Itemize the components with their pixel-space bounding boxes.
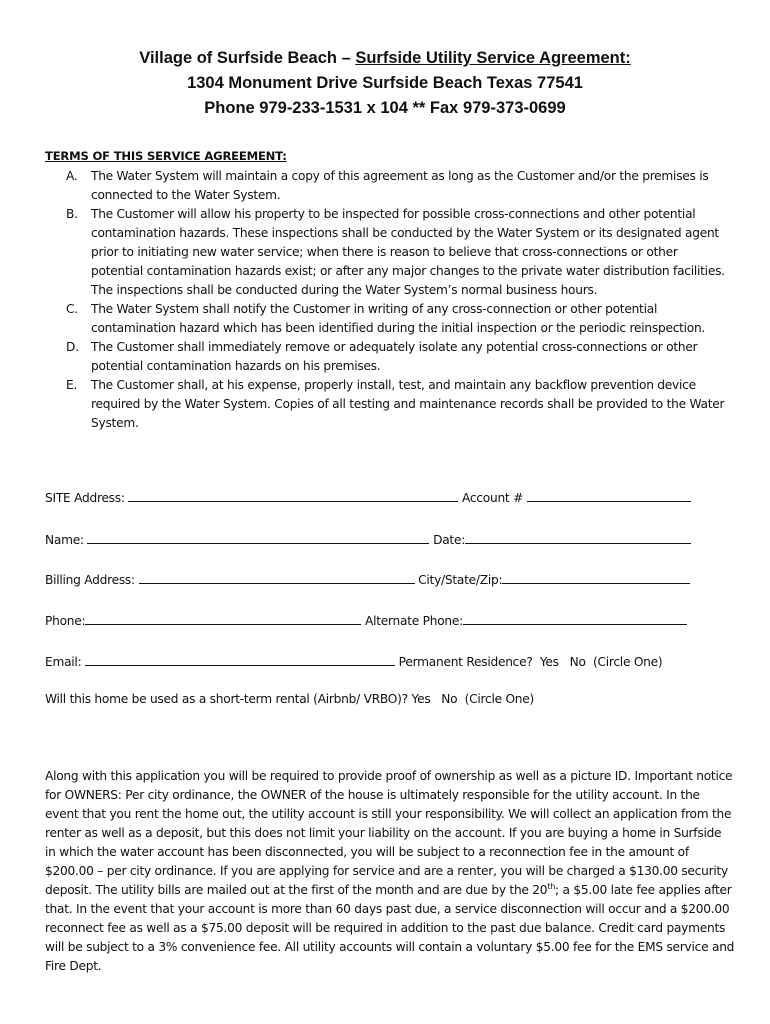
- header-agreement-title: Surfside Utility Service Agreement:: [355, 49, 631, 67]
- terms-item-letter: D.: [66, 340, 79, 354]
- terms-item-text: The Customer shall, at his expense, properly install, test, and maintain any backflow prevention device required by the Water System. Copies of all testing and maintenance records shall be provided to the Water System.: [91, 378, 725, 430]
- document-header: [0, 46, 770, 121]
- terms-item: [66, 338, 726, 376]
- email-field[interactable]: [85, 652, 395, 666]
- name-field[interactable]: [87, 530, 429, 544]
- short-term-rental-question[interactable]: Will this home be used as a short-term rental (Airbnb/ VRBO)? Yes No (Circle One): [45, 692, 535, 706]
- owner-notice-paragraph: [45, 767, 735, 976]
- notice-superscript: th: [547, 881, 556, 891]
- permanent-residence-question[interactable]: Permanent Residence? Yes No (Circle One): [398, 655, 663, 669]
- header-line-1: [0, 46, 770, 71]
- email-row: [45, 652, 725, 672]
- account-number-field[interactable]: [527, 488, 691, 502]
- short-term-rental-row: [45, 689, 725, 709]
- date-label: Date:: [433, 533, 466, 547]
- terms-item: [66, 167, 726, 205]
- terms-item-letter: E.: [66, 378, 78, 392]
- header-address: 1304 Monument Drive Surfside Beach Texas 77541: [187, 74, 583, 92]
- phone-label: Phone:: [45, 614, 86, 628]
- header-phone-fax: Phone 979-233-1531 x 104 ** Fax 979-373-0699: [204, 99, 566, 117]
- terms-item-letter: A.: [66, 169, 78, 183]
- terms-item-text: The Customer shall immediately remove or adequately isolate any potential cross-connections or other potential contamination hazards on his premises.: [91, 340, 698, 373]
- terms-heading: TERMS OF THIS SERVICE AGREEMENT:: [45, 149, 287, 163]
- notice-text-part-1: Along with this application you will be required to provide proof of ownership as well as a picture ID. Important notice for OWNERS: Per city ordinance, the OWNER of the house is ultimately responsible for the utility account. In the event that you rent the home out, the utility account is still your responsibility. We will collect an application from the renter as well as a deposit, but this does not limit your liability on the account. If you are buying a home in Surfside in which the water account has been disconnected, you will be subject to a reconnection fee in the amount of $200.00 – per city ordinance. If you are applying for service and are a renter, you will be charged a $130.00 security deposit. The utility bills are mailed out at the first of the month and are due by the 20: [45, 769, 733, 897]
- date-field[interactable]: [465, 530, 691, 544]
- billing-address-row: [45, 570, 725, 590]
- terms-item: [66, 205, 726, 300]
- alternate-phone-label: Alternate Phone:: [364, 614, 463, 628]
- notice-text-part-2: ; a $5.00 late fee applies after that. In the event that your account is more than 60 days past due, a service disconnection will occur and a $200.00 reconnect fee as well as a $75.00 deposit will be required in addition to the past due balance. Credit card payments will be subject to a 3% convenience fee. All utility accounts will contain a voluntary $5.00 fee for the EMS service and Fire Dept.: [45, 883, 735, 973]
- billing-address-label: Billing Address:: [45, 573, 135, 587]
- site-address-field[interactable]: [128, 488, 458, 502]
- terms-item-text: The Water System shall notify the Customer in writing of any cross-connection or other potential contamination hazard which has been identified during the initial inspection or the periodic reinspection.: [91, 302, 706, 335]
- alternate-phone-field[interactable]: [463, 611, 687, 625]
- terms-item-text: The Customer will allow his property to be inspected for possible cross-connections and other potential contamination hazards. These inspections shall be conducted by the Water System or its designated agent prior to initiating new water service; when there is reason to believe that cross-connections or other potential contamination hazards exist; or after any major changes to the private water distribution facilities. The inspections shall be conducted during the Water System’s normal business hours.: [91, 207, 725, 297]
- account-label: Account #: [462, 491, 524, 505]
- header-village-name: Village of Surfside Beach –: [139, 49, 356, 67]
- terms-list: [66, 167, 726, 433]
- city-state-zip-label: City/State/Zip:: [418, 573, 503, 587]
- email-label: Email:: [45, 655, 82, 669]
- terms-item-letter: C.: [66, 302, 78, 316]
- billing-address-field[interactable]: [139, 570, 415, 584]
- name-label: Name:: [45, 533, 84, 547]
- city-state-zip-field[interactable]: [502, 570, 690, 584]
- phone-row: [45, 611, 725, 631]
- terms-item: [66, 376, 726, 433]
- terms-item-text: The Water System will maintain a copy of this agreement as long as the Customer and/or the premises is connected to the Water System.: [91, 169, 709, 202]
- site-address-row: [45, 488, 725, 508]
- terms-item: [66, 300, 726, 338]
- site-address-label: SITE Address:: [45, 491, 125, 505]
- phone-field[interactable]: [85, 611, 361, 625]
- name-row: [45, 530, 725, 550]
- terms-item-letter: B.: [66, 207, 78, 221]
